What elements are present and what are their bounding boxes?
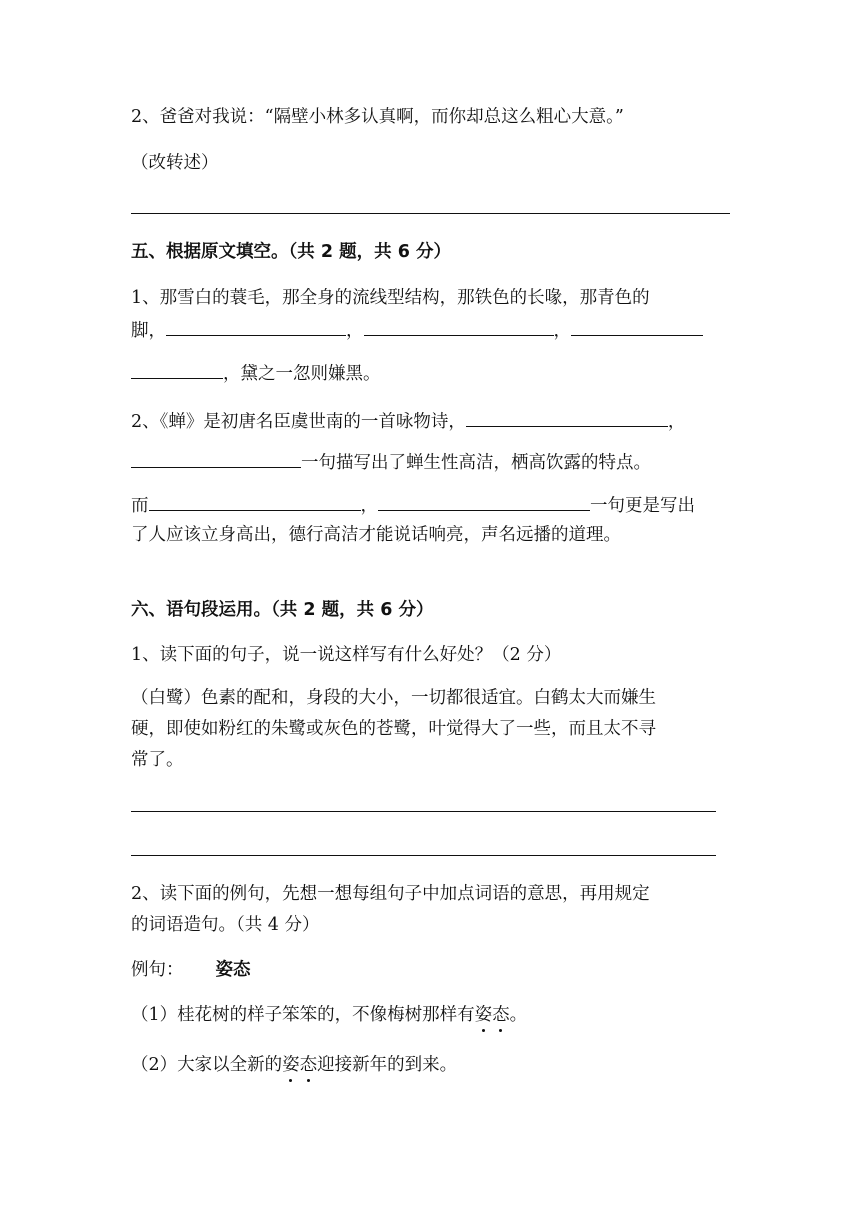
example-word: 姿态 <box>215 960 251 980</box>
s5-q2-line1-text: 2、《蝉》是初唐名臣虞世南的一首咏物诗， <box>131 412 466 432</box>
ex1-dotted-char-2: 态 <box>492 1005 510 1025</box>
ex1-before: （1）桂花树的样子笨笨的，不像梅树那样有 <box>131 1005 475 1025</box>
q4-answer-line[interactable] <box>131 213 730 214</box>
s5-q2-line3-end: 一句更是写出 <box>590 496 695 516</box>
q4-item2-instruction: （改转述） <box>131 153 219 173</box>
s5-q2-blank-2[interactable] <box>131 449 301 468</box>
q4-item2-text: 2、爸爸对我说：“隔壁小林多认真啊，而你却总这么粗心大意。” <box>131 107 624 127</box>
s5-q2-line2-end: 一句描写出了蝉生性高洁，栖高饮露的特点。 <box>301 453 651 473</box>
s5-q2-line2 <box>131 449 651 475</box>
ex1-dotted-char-1: 姿 <box>474 1005 493 1025</box>
s5-q2-line4: 了人应该立身高出，德行高洁才能说话响亮，声名远播的道理。 <box>131 525 621 545</box>
s5-q1-blank-3-cont[interactable] <box>131 360 223 379</box>
s5-q2-blank-1[interactable] <box>466 408 668 427</box>
s5-q2-blank-4[interactable] <box>378 492 590 511</box>
s5-q1-blank-1[interactable] <box>166 317 346 336</box>
s5-q1-comma-1: ， <box>346 321 364 341</box>
s5-q2-blank-3[interactable] <box>149 492 361 511</box>
example-label: 例句： <box>131 960 184 980</box>
s6-q1-passage-3: 常了。 <box>131 750 184 770</box>
s5-q1-line3-end: ，黛之一忽则嫌黑。 <box>223 364 381 384</box>
s5-q2-line1 <box>131 408 685 434</box>
s6-q1-passage-2: 硬，即使如粉红的朱鹭或灰色的苍鹭，叶觉得大了一些，而且太不寻 <box>131 719 656 739</box>
example-sentence-2 <box>131 1053 457 1077</box>
section5-title: 五、根据原文填空。（共 2 题，共 6 分） <box>131 242 451 262</box>
s6-q2-prompt-1: 2、读下面的例句，先想一想每组句子中加点词语的意思，再用规定 <box>131 884 650 904</box>
ex1-after: 。 <box>509 1005 528 1025</box>
s5-q1-line3 <box>131 360 381 386</box>
s6-q2-prompt-2: 的词语造句。（共 4 分） <box>131 915 320 935</box>
s5-q1-blank-3[interactable] <box>571 317 703 336</box>
s6-q1-answer-line-2[interactable] <box>131 855 716 856</box>
s5-q1-comma-2: ， <box>553 321 571 341</box>
ex2-dotted-char-2: 态 <box>299 1055 318 1075</box>
s5-q1-line2 <box>131 317 703 343</box>
ex2-after: 迎接新年的到来。 <box>317 1055 458 1075</box>
s6-q1-passage-1: （白鹭）色素的配和，身段的大小，一切都很适宜。白鹤太大而嫌生 <box>131 688 656 708</box>
s5-q2-line3 <box>131 492 695 518</box>
s5-q1-line2-start: 脚， <box>131 321 166 341</box>
example-sentence-1 <box>131 1003 527 1027</box>
s5-q2-line1-end: ， <box>667 412 686 432</box>
section6-title: 六、语句段运用。（共 2 题，共 6 分） <box>131 600 434 620</box>
s5-q1-line1: 1、那雪白的蓑毛，那全身的流线型结构，那铁色的长喙，那青色的 <box>131 288 650 308</box>
s6-q1-prompt: 1、读下面的句子，说一说这样写有什么好处？（2 分） <box>131 645 562 665</box>
example-row <box>131 958 251 982</box>
s5-q1-blank-2[interactable] <box>364 317 554 336</box>
ex2-dotted-char-1: 姿 <box>282 1055 300 1075</box>
s6-q1-answer-line-1[interactable] <box>131 811 716 812</box>
s5-q2-line3-comma: ， <box>360 496 378 516</box>
s5-q2-line3-start: 而 <box>131 496 149 516</box>
ex2-before: （2）大家以全新的 <box>131 1055 283 1075</box>
